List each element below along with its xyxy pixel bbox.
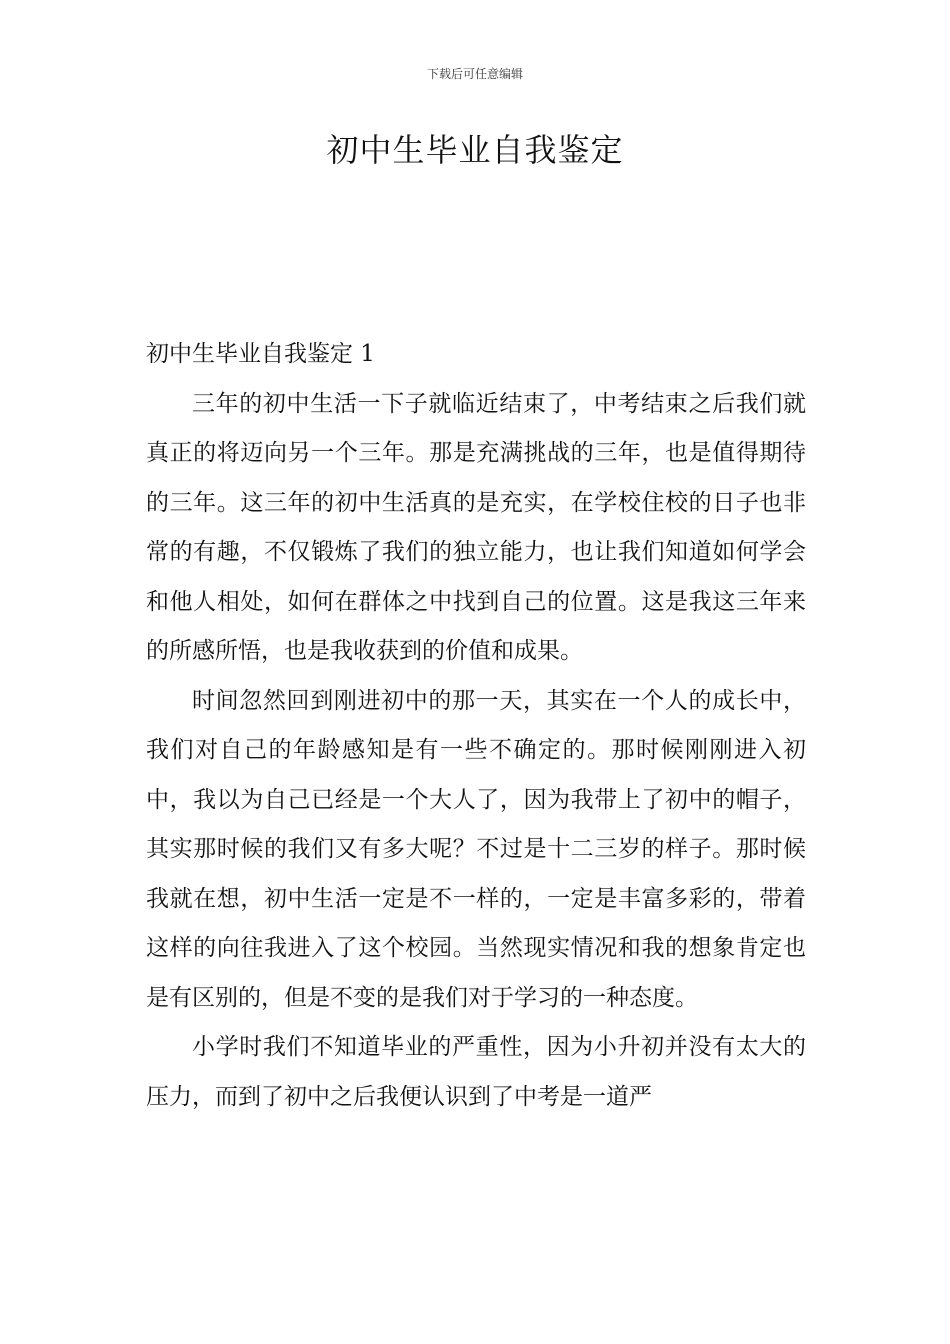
document-body: [146, 330, 806, 1122]
paragraph-3: 小学时我们不知道毕业的严重性，因为小升初并没有太大的压力，而到了初中之后我便认识到了中考是一道严: [146, 1034, 806, 1110]
paragraph-2: 时间忽然回到刚进初中的那一天，其实在一个人的成长中，我们对自己的年龄感知是有一些不确定的。那时候刚刚进入初中，我以为自己已经是一个大人了，因为我带上了初中的帽子，其实那时候的我们又有多大呢？不过是十二三岁的样子。那时候我就在想，初中生活一定是不一样的，一定是丰富多彩的，带着这样的向往我进入了这个校园。当然现实情况和我的想象肯定也是有区别的，但是不变的是我们对于学习的一种态度。: [146, 687, 806, 1011]
paragraph-1: 三年的初中生活一下子就临近结束了，中考结束之后我们就真正的将迈向另一个三年。那是充满挑战的三年，也是值得期待的三年。这三年的初中生活真的是充实，在学校住校的日子也非常的有趣，不仅锻炼了我们的独立能力，也让我们知道如何学会和他人相处，如何在群体之中找到自己的位置。这是我这三年来的所感所悟，也是我收获到的价值和成果。: [146, 390, 806, 664]
document-title: 初中生毕业自我鉴定: [326, 131, 624, 169]
section-heading: 初中生毕业自我鉴定 1: [146, 341, 375, 367]
header-note: 下载后可任意编辑: [426, 67, 523, 81]
